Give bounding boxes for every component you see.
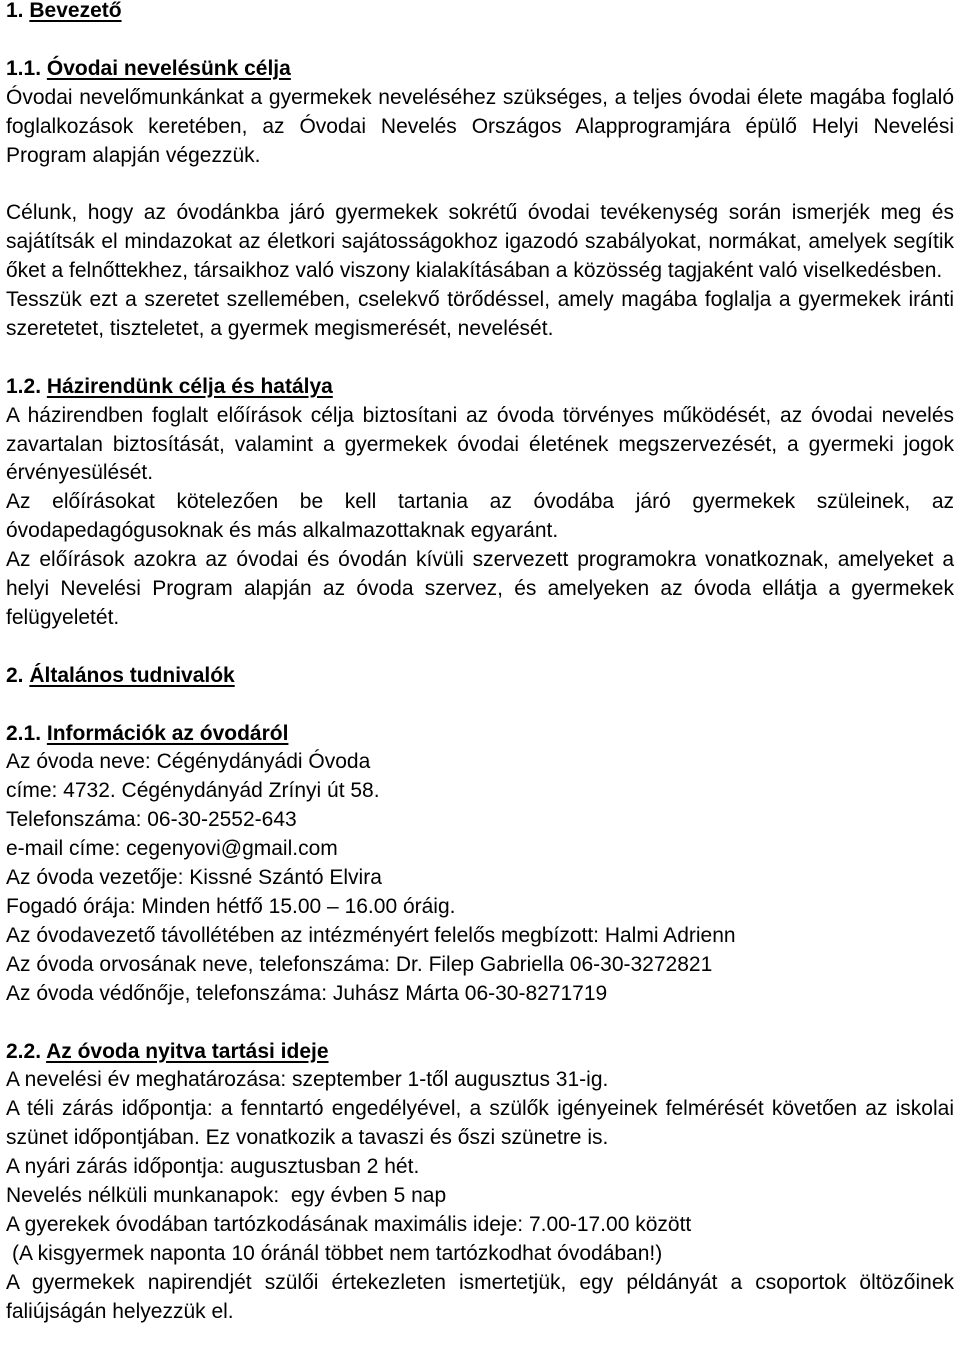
info-line-phone: Telefonszáma: 06-30-2552-643	[6, 808, 297, 832]
heading-1-1	[6, 55, 954, 84]
heading-1-2	[6, 373, 954, 402]
paragraph-1-2-a: A házirendben foglalt előírások célja biztosítani az óvoda törvényes működését, az óvodai nevelés zavartalan biztosítását, valamint a gyermekek óvodai életének megszervezését, a gyermeki jogok érvényesülését.	[6, 403, 954, 485]
heading-2-1-number: 2.1.	[6, 721, 47, 745]
info-line-address: címe: 4732. Cégénydányád Zrínyi út 58.	[6, 779, 380, 803]
heading-2-2-number: 2.2.	[6, 1039, 47, 1063]
paragraph-2-2-f: (A kisgyermek naponta 10 óránál többet nem tartózkodhat óvodában!)	[12, 1241, 663, 1265]
spacer	[6, 691, 954, 720]
paragraph-1-1-a: Óvodai nevelőmunkánkat a gyermekek neveléséhez szükséges, a teljes óvodai élete magába foglaló foglalkozások keretében, az Óvodai Nevelés Országos Alapprogramjára épülő Helyi Nevelési Program alapján végezzük.	[6, 85, 954, 167]
info-line-email: e-mail címe: cegenyovi@gmail.com	[6, 837, 338, 861]
spacer	[6, 633, 954, 662]
heading-1-2-number: 1.2.	[6, 374, 47, 398]
heading-1-title: Bevezető	[29, 0, 122, 22]
paragraph-1-1-c: Tesszük ezt a szeretet szellemében, cselekvő törődéssel, amely magába foglalja a gyermekek iránti szeretetet, tiszteletet, a gyermek megismerését, nevelését.	[6, 288, 954, 340]
heading-2-1	[6, 720, 954, 749]
heading-2-title: Általános tudnivalók	[29, 663, 235, 687]
info-line-deputy: Az óvodavezető távollétében az intézményért felelős megbízott: Halmi Adrienn	[6, 923, 736, 947]
spacer	[6, 26, 954, 55]
heading-1-2-title: Házirendünk célja és hatálya	[46, 374, 333, 398]
spacer	[6, 170, 954, 199]
heading-2-number: 2.	[6, 663, 30, 687]
paragraph-1-2-b: Az előírásokat kötelezően be kell tartania az óvodába járó gyermekek szüleinek, az óvodapedagógusoknak és más alkalmazottaknak egyaránt.	[6, 490, 954, 543]
info-line-name: Az óvoda neve: Cégénydányádi Óvoda	[6, 750, 371, 774]
paragraph-2-2-e: A gyerekek óvodában tartózkodásának maximális ideje: 7.00-17.00 között	[6, 1212, 692, 1236]
paragraph-2-2-a: A nevelési év meghatározása: szeptember 1-től augusztus 31-ig.	[6, 1068, 609, 1092]
spacer	[6, 344, 954, 373]
paragraph-2-2-b: A téli zárás időpontja: a fenntartó engedélyével, a szülők igényeinek felmérését követően az iskolai szünet időpontjában. Ez vonatkozik a tavaszi és őszi szünetre is.	[6, 1097, 954, 1150]
heading-2	[6, 662, 954, 691]
info-line-nurse: Az óvoda védőnője, telefonszáma: Juhász Márta 06-30-8271719	[6, 981, 608, 1005]
document-page	[6, 0, 954, 1327]
heading-2-2	[6, 1038, 954, 1067]
heading-2-2-title: Az óvoda nyitva tartási ideje	[46, 1039, 329, 1063]
info-line-director: Az óvoda vezetője: Kissné Szántó Elvira	[6, 866, 382, 890]
heading-1	[6, 0, 954, 26]
heading-1-1-title: Óvodai nevelésünk célja	[46, 56, 291, 80]
spacer	[6, 1009, 954, 1038]
heading-2-1-title: Információk az óvodáról	[46, 721, 289, 745]
paragraph-2-2-d: Nevelés nélküli munkanapok: egy évben 5 nap	[6, 1184, 447, 1208]
paragraph-2-2-g: A gyermekek napirendjét szülői értekezleten ismertetjük, egy példányát a csoportok öltözőinek faliújságán helyezzük el.	[6, 1270, 954, 1323]
paragraph-1-1-b: Célunk, hogy az óvodánkba járó gyermekek sokrétű óvodai tevékenység során ismerjék meg és sajátítsák el mindazokat az életkori sajátosságokhoz igazodó szabályokat, normákat, amelyek segítik őket a felnőttekhez, társaikhoz való viszony kialakításában a közösség tagjaként való viselkedésben.	[6, 201, 954, 283]
heading-1-number: 1.	[6, 0, 30, 22]
paragraph-1-2-c: Az előírások azokra az óvodai és óvodán kívüli szervezett programokra vonatkoznak, amelyeket a helyi Nevelési Program alapján az óvoda szervez, és amelyeken az óvoda ellátja a gyermekek felügyeletét.	[6, 548, 954, 629]
heading-1-1-number: 1.1.	[6, 56, 47, 80]
info-line-doctor: Az óvoda orvosának neve, telefonszáma: Dr. Filep Gabriella 06-30-3272821	[6, 952, 713, 976]
info-line-office-hours: Fogadó órája: Minden hétfő 15.00 – 16.00 óráig.	[6, 895, 456, 919]
paragraph-2-2-c: A nyári zárás időpontja: augusztusban 2 hét.	[6, 1155, 420, 1179]
